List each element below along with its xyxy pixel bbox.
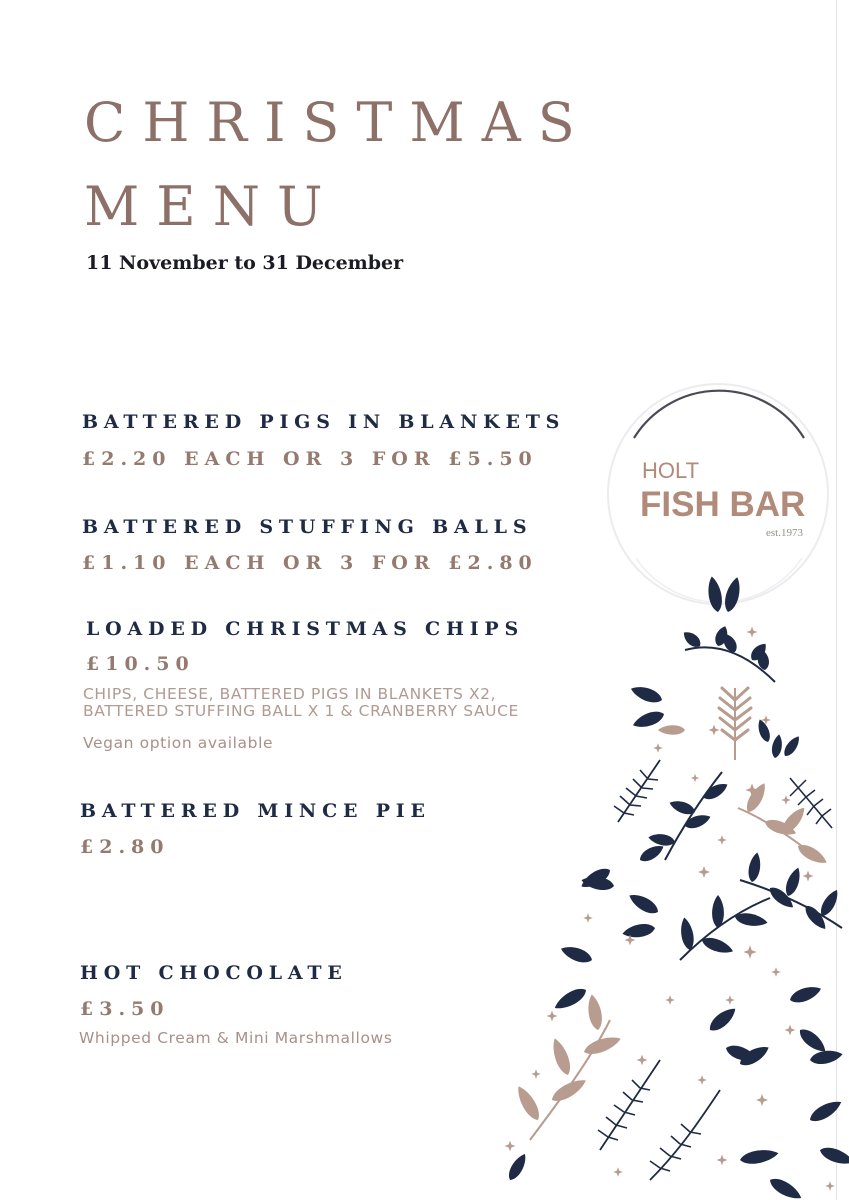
tree-leaf-cluster-right-top	[755, 718, 802, 759]
logo-holt-text: HOLT	[642, 458, 700, 483]
item-name-mince-pie: BATTERED MINCE PIE	[80, 800, 431, 822]
item-price-mince-pie: £2.80	[80, 836, 170, 858]
item-name-stuffing-balls: BATTERED STUFFING BALLS	[82, 516, 533, 538]
description-line-2: BATTERED STUFFING BALL X 1 & CRANBERRY SAUCE	[83, 702, 519, 720]
tree-leaf-cluster-mid-left	[578, 842, 666, 940]
item-note-hot-chocolate: Whipped Cream & Mini Marshmallows	[79, 1029, 393, 1047]
item-name-hot-chocolate: HOT CHOCOLATE	[80, 962, 348, 984]
item-price-pigs-in-blankets: £2.20 EACH OR 3 FOR £5.50	[82, 448, 538, 470]
tree-fern-left	[614, 760, 660, 822]
item-note-vegan-option: Vegan option available	[83, 734, 274, 752]
menu-title-line-2: MENU	[84, 175, 340, 238]
tree-stars	[505, 715, 835, 1191]
tree-tan-feather	[719, 688, 751, 760]
tree-leaf-cluster-left	[629, 683, 685, 735]
menu-dates: 11 November to 31 December	[86, 252, 404, 274]
item-price-christmas-chips: £10.50	[86, 653, 195, 675]
logo-established-text: est.1973	[766, 527, 803, 539]
logo-fish-bar-text: FISH BAR	[640, 485, 806, 524]
item-name-pigs-in-blankets: BATTERED PIGS IN BLANKETS	[82, 411, 566, 433]
item-price-stuffing-balls: £1.10 EACH OR 3 FOR £2.80	[82, 552, 538, 574]
item-description-christmas-chips	[83, 686, 519, 720]
tree-top-leaves	[706, 575, 758, 637]
tree-sprig-1	[680, 624, 775, 682]
tree-leaf-cluster-bottom	[505, 1097, 849, 1200]
item-price-hot-chocolate: £3.50	[80, 998, 170, 1020]
description-line-1: CHIPS, CHEESE, BATTERED PIGS IN BLANKETS X2,	[83, 685, 497, 703]
christmas-tree-illustration	[490, 560, 849, 1200]
item-name-christmas-chips: LOADED CHRISTMAS CHIPS	[86, 618, 524, 640]
tree-branch-middle	[678, 895, 770, 960]
menu-title-line-1: CHRISTMAS	[84, 91, 592, 154]
